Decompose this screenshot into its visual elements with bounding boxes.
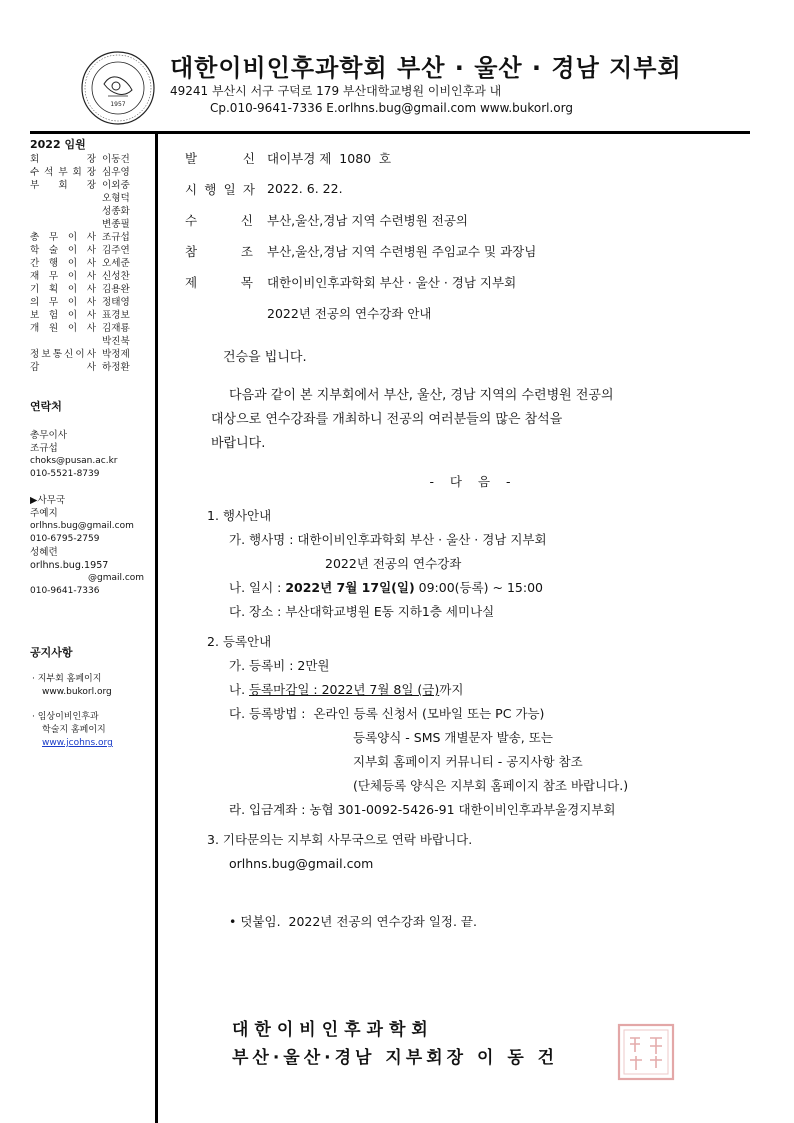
registration-deadline-suffix: 까지 (439, 682, 464, 697)
recipient-label: 수 신 (185, 212, 253, 228)
contact-line: @gmail.com (88, 573, 145, 583)
event-datetime-label: 나. 일시 : (229, 580, 286, 595)
contact-line: 010-5521-8739 (30, 469, 100, 479)
officer-list (30, 153, 154, 374)
registration-method-4: (단체등록 양식은 지부회 홈페이지 참조 바랍니다.) (353, 778, 629, 793)
officer-name: 김재룡 (102, 323, 130, 334)
contact-line: ▶사무국 (30, 495, 66, 506)
officer-name: 김주연 (102, 245, 130, 256)
contact-line: 총무이사 (30, 430, 68, 441)
officer-row (30, 270, 154, 283)
subject-label: 제 목 (185, 274, 253, 290)
officer-name: 오형덕 (102, 193, 130, 204)
signature-block (232, 1016, 558, 1072)
event-name: 가. 행사명 : 대한이비인후과학회 부산 · 울산 · 경남 지부회 (229, 532, 547, 547)
registration-method: 다. 등록방법 : 온라인 등록 신청서 (모바일 또는 PC 가능) (229, 706, 545, 721)
event-name-2: 2022년 전공의 연수강좌 (325, 556, 462, 571)
subject-row-2 (185, 297, 745, 328)
notice-item-journal: · 임상이비인후과 (32, 712, 99, 722)
notice-item-society-home: · 지부회 홈페이지 (32, 674, 102, 684)
officer-row (30, 192, 154, 205)
registration-deadline (207, 678, 745, 702)
officer-role: 기 획 이 사 (30, 284, 96, 295)
header-rule (30, 131, 750, 134)
officer-role (30, 335, 102, 348)
event-time: 09:00(등록) ~ 15:00 (414, 580, 543, 595)
officer-name: 하정환 (102, 362, 130, 373)
contact-line: orlhns.bug.1957 (30, 560, 109, 571)
officer-role: 개 원 이 사 (30, 323, 96, 334)
document-body (185, 142, 745, 934)
notice-link-bukorl[interactable]: www.bukorl.org (42, 687, 112, 697)
officer-name: 김용완 (102, 284, 130, 295)
officer-row (30, 179, 154, 192)
subject-row (185, 266, 745, 297)
header-contact: Cp.010-9641-7336 E.orlhns.bug@gmail.com www.bukorl.org (210, 101, 573, 115)
date-label: 시 행 일 자 (185, 181, 255, 197)
officer-role: 총 무 이 사 (30, 232, 96, 243)
notice-link-jcohns[interactable]: www.jcohns.org (42, 738, 113, 748)
signature-line-1: 대한이비인후과학회 (232, 1020, 434, 1040)
date-row (185, 173, 745, 204)
officer-role: 부 회 장 (30, 180, 96, 191)
officer-role: 감 사 (30, 362, 96, 373)
subject-value: 대한이비인후과학회 부산 · 울산 · 경남 지부회 (267, 274, 517, 290)
officer-role: 의 무 이 사 (30, 297, 96, 308)
event-place: 다. 장소 : 부산대학교병원 E동 지하1층 세미나실 (229, 604, 495, 619)
inquiry-email: orlhns.bug@gmail.com (229, 856, 374, 871)
officer-row (30, 335, 154, 348)
section-1-title: 1. 행사안내 (207, 508, 272, 523)
officer-row (30, 205, 154, 218)
officer-role: 회 장 (30, 154, 96, 165)
officer-name: 박정제 (102, 349, 130, 360)
intro-line-1: 다음과 같이 본 지부회에서 부산, 울산, 경남 지역의 수련병원 전공의 (229, 388, 614, 403)
recipient-row (185, 204, 745, 235)
officer-role: 정 보 통 신 이 사 (30, 349, 96, 360)
event-date: 2022년 7월 17일(일) (285, 580, 415, 595)
contact-list (30, 429, 154, 598)
sidebar-rule (155, 131, 158, 1123)
officer-role (30, 192, 102, 205)
officer-row (30, 309, 154, 322)
officer-row (30, 231, 154, 244)
officer-role: 보 험 이 사 (30, 310, 96, 321)
officer-row (30, 244, 154, 257)
contact-line: choks@pusan.ac.kr (30, 456, 118, 466)
officer-row (30, 257, 154, 270)
contact-line: 010-6795-2759 (30, 534, 100, 544)
svg-text:1957: 1957 (110, 101, 126, 108)
contact-line: 조규섭 (30, 443, 58, 454)
greeting: 건승을 빕니다. (223, 350, 307, 365)
officer-name: 박진북 (102, 336, 130, 347)
officer-row (30, 153, 154, 166)
officer-name: 오세준 (102, 258, 130, 269)
officer-row (30, 296, 154, 309)
officer-role: 간 행 이 사 (30, 258, 96, 269)
registration-method-3: 지부회 홈페이지 커뮤니티 - 공지사항 참조 (353, 754, 583, 769)
contact-line: 성혜련 (30, 547, 58, 558)
officer-row (30, 322, 154, 335)
officer-role: 재 무 이 사 (30, 271, 96, 282)
section-3-title: 3. 기타문의는 지부회 사무국으로 연락 바랍니다. (207, 832, 473, 847)
official-stamp (616, 1022, 676, 1082)
sender-row (185, 142, 745, 173)
officer-name: 변종필 (102, 219, 130, 230)
organization-title: 대한이비인후과학회 부산 · 울산 · 경남 지부회 (170, 54, 682, 82)
reference-value: 부산,울산,경남 지역 수련병원 주임교수 및 과장님 (267, 243, 537, 259)
intro-line-2: 대상으로 연수강좌를 개최하니 전공의 여러분들의 많은 참석을 (211, 412, 563, 427)
officer-name: 이동건 (102, 154, 130, 165)
registration-deadline-date: 등록마감일 : 2022년 7월 8일 (금) (249, 682, 440, 697)
contact-title: 연락처 (30, 400, 62, 413)
registration-fee: 가. 등록비 : 2만원 (229, 658, 330, 673)
officer-row (30, 218, 154, 231)
officer-name: 이외중 (102, 180, 130, 191)
intro-paragraph (185, 384, 745, 456)
officers-title: 2022 임원 (30, 138, 86, 151)
officer-name: 심우영 (102, 167, 130, 178)
sender-value: 대이부경 제 1080 호 (267, 150, 392, 166)
officer-name: 정태영 (102, 297, 130, 308)
officer-name: 성종화 (102, 206, 130, 217)
contact-line (30, 481, 154, 494)
subject-value-2: 2022년 전공의 연수강좌 안내 (267, 305, 432, 321)
center-mark: - 다 음 - (429, 474, 511, 489)
officer-name: 신성찬 (102, 271, 130, 282)
officer-row (30, 166, 154, 179)
contact-line: orlhns.bug@gmail.com (30, 521, 134, 531)
officer-role: 학 술 이 사 (30, 245, 96, 256)
signature-line-2: 부산·울산·경남 지부회장 이 동 건 (232, 1048, 559, 1068)
notice-item-journal-home: 학술지 홈페이지 (42, 725, 106, 735)
date-value: 2022. 6. 22. (267, 181, 343, 196)
reference-row (185, 235, 745, 266)
reference-label: 참 조 (185, 243, 253, 259)
sender-label: 발 신 (185, 150, 255, 166)
registration-method-2: 등록양식 - SMS 개별문자 발송, 또는 (353, 730, 553, 745)
sidebar (30, 138, 154, 750)
attachment-note: • 덧붙임. 2022년 전공의 연수강좌 일정. 끝. (229, 914, 477, 929)
notice-title: 공지사항 (30, 646, 73, 659)
registration-deadline-prefix: 나. (229, 682, 250, 697)
officer-row (30, 283, 154, 296)
officer-name: 표경보 (102, 310, 130, 321)
officer-row (30, 361, 154, 374)
officer-role (30, 218, 102, 231)
section-2-title: 2. 등록안내 (207, 634, 272, 649)
officer-row (30, 348, 154, 361)
society-seal-logo (80, 50, 156, 126)
contact-line: 주예지 (30, 508, 58, 519)
header-address: 49241 부산시 서구 구덕로 179 부산대학교병원 이비인후과 내 (170, 84, 502, 98)
intro-line-3: 바랍니다. (211, 436, 266, 451)
officer-name: 조규섭 (102, 232, 130, 243)
contact-line: 010-9641-7336 (30, 586, 100, 596)
officer-role: 수 석 부 회 장 (30, 167, 96, 178)
recipient-value: 부산,울산,경남 지역 수련병원 전공의 (267, 212, 468, 228)
officer-role (30, 205, 102, 218)
event-datetime (207, 576, 745, 600)
payment-account: 라. 입금계좌 : 농협 301-0092-5426-91 대한이비인후과부울경지부회 (229, 802, 616, 817)
